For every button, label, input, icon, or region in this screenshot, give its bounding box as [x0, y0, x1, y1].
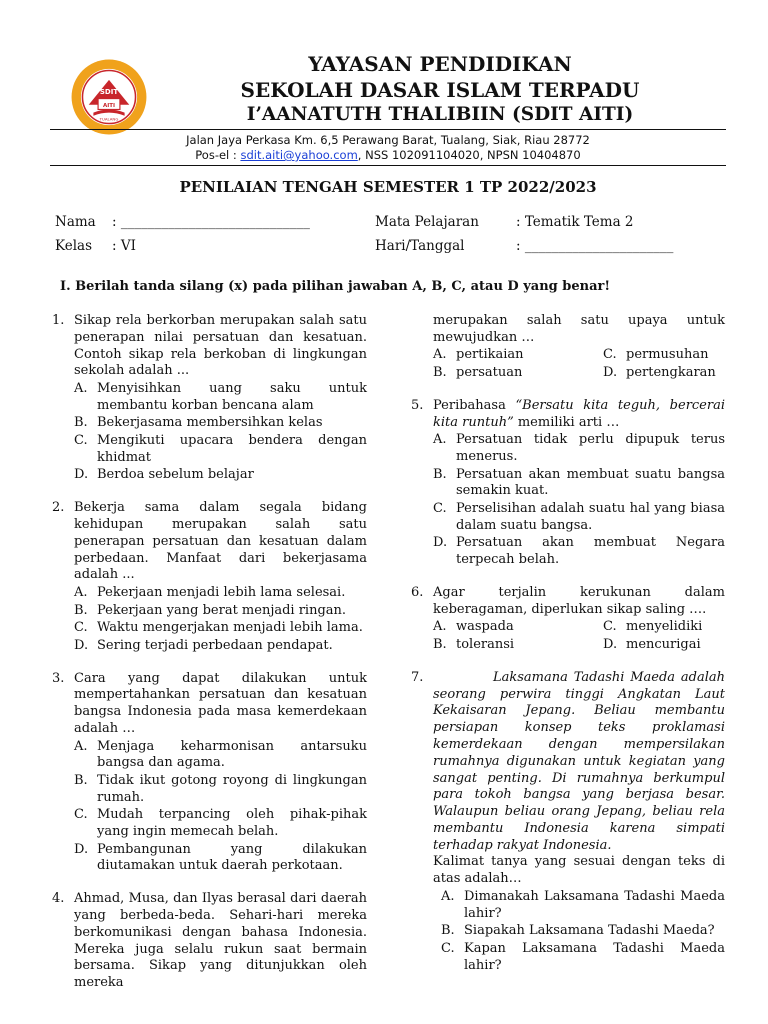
option-text: Kapan Laksamana Tadashi Maeda lahir?	[464, 940, 725, 973]
option-text: Persatuan akan membuat suatu bangsa semakin kuat.	[456, 466, 725, 499]
option-a[interactable]	[433, 432, 725, 466]
option-text: toleransi	[456, 636, 515, 652]
option-label: A.	[441, 888, 455, 904]
option-c[interactable]	[74, 433, 367, 467]
stem-pre: Peribahasa	[433, 397, 516, 413]
question-number: 7.	[411, 669, 424, 685]
option-text: waspada	[456, 619, 514, 635]
option-text: Pembangunan yang dilakukan diutamakan untuk daerah perkotaan.	[97, 841, 367, 874]
question-stem: Cara yang dapat dilakukan untuk mempertahankan persatuan dan kesatuan bangsa Indonesia pada masa kemerdekaan adalah …	[74, 670, 367, 736]
option-c[interactable]	[74, 807, 367, 841]
kelas-label: Kelas	[55, 238, 93, 254]
school-logo-icon	[70, 58, 148, 136]
option-a[interactable]	[441, 889, 725, 923]
option-d[interactable]	[74, 842, 367, 876]
option-text: Mudah terpancing oleh pihak-pihak yang ingin memecah belah.	[97, 807, 367, 840]
question-number: 6.	[411, 584, 424, 600]
question-stem: Sikap rela berkorban merupakan salah satu penerapan nilai persatuan dan kesatuan. Contoh sikap rela berkoban di lingkungan sekolah adalah ...	[74, 313, 367, 379]
question-number: 3.	[52, 670, 65, 686]
question-4	[52, 891, 367, 992]
option-label: C.	[74, 432, 88, 448]
stem-post: memiliki arti …	[513, 414, 620, 430]
option-label: D.	[603, 364, 618, 380]
option-d[interactable]	[603, 365, 747, 382]
option-label: A.	[433, 619, 447, 635]
option-text: Pekerjaan menjadi lebih lama selesai.	[97, 584, 346, 600]
option-label: B.	[433, 364, 447, 380]
option-label: B.	[441, 923, 455, 939]
question-stem: Bekerja sama dalam segala bidang kehidupan merupakan salah satu penerapan persatuan dan kesatuan dalam perbedaan. Manfaat dari bekerjasama adalah ...	[74, 500, 367, 583]
option-label: B.	[74, 415, 88, 431]
question-stem-continued: merupakan salah satu upaya untuk mewujudkan …	[433, 313, 725, 345]
mapel-value: : Tematik Tema 2	[516, 214, 634, 230]
left-column	[52, 313, 367, 1008]
option-label: D.	[74, 467, 89, 483]
option-a[interactable]	[74, 739, 367, 773]
option-b[interactable]	[441, 923, 725, 940]
question-1	[52, 313, 367, 484]
mapel-label: Mata Pelajaran	[375, 214, 479, 230]
option-text: Bekerjasama membersihkan kelas	[97, 415, 323, 431]
question-stem: Kalimat tanya yang sesuai dengan teks di atas adalah…	[433, 854, 725, 887]
option-label: C.	[603, 619, 617, 635]
option-label: B.	[74, 602, 88, 618]
option-text: pertikaian	[456, 347, 524, 363]
option-text: permusuhan	[626, 347, 709, 363]
option-text: Perselisihan adalah suatu hal yang biasa dalam suatu bangsa.	[456, 500, 725, 533]
option-text: Menyisihkan uang saku untuk membantu korban bencana alam	[97, 380, 367, 413]
header-address: Jalan Jaya Perkasa Km. 6,5 Perawang Barat, Tualang, Siak, Riau 28772	[186, 133, 590, 147]
option-text: Persatuan akan membuat Negara terpecah belah.	[456, 535, 725, 568]
question-3	[52, 671, 367, 876]
option-label: B.	[74, 772, 88, 788]
email-suffix: , NSS 102091104020, NPSN 10404870	[357, 148, 581, 162]
option-text: Siapakah Laksamana Tadashi Maeda?	[464, 923, 715, 939]
option-label: D.	[603, 636, 618, 652]
right-column	[411, 313, 725, 990]
option-d[interactable]	[603, 637, 747, 654]
option-label: C.	[603, 347, 617, 363]
option-text: persatuan	[456, 364, 523, 380]
option-label: C.	[441, 940, 455, 956]
option-text: pertengkaran	[626, 364, 716, 380]
option-text: Berdoa sebelum belajar	[97, 467, 254, 483]
logo-center-text: SDIT	[99, 86, 119, 96]
option-label: D.	[74, 637, 89, 653]
exam-title: PENILAIAN TENGAH SEMESTER 1 TP 2022/2023	[179, 178, 597, 196]
options-grid	[433, 347, 725, 382]
section-instruction: I. Berilah tanda silang (x) pada pilihan jawaban A, B, C, atau D yang benar!	[60, 279, 611, 294]
option-text: Persatuan tidak perlu dipupuk terus menerus.	[456, 432, 725, 464]
option-label: C.	[74, 807, 88, 823]
option-text: Waktu mengerjakan menjadi lebih lama.	[97, 620, 363, 636]
option-b[interactable]	[74, 603, 367, 620]
option-text: menyelidiki	[626, 619, 703, 635]
question-number: 5.	[411, 397, 424, 413]
question-stem: Ahmad, Musa, dan Ilyas berasal dari daerah yang berbeda-beda. Sehari-hari mereka berkomunikasi dengan bahasa Indonesia. Mereka juga selalu rukun saat bermain bersama. Sikap yang ditunjukkan oleh mereka	[74, 891, 367, 991]
option-text: Menjaga keharmonisan antarsuku bangsa dan agama.	[97, 738, 367, 771]
option-c[interactable]	[433, 501, 725, 535]
option-a[interactable]	[433, 619, 603, 636]
option-label: A.	[433, 347, 447, 363]
option-c[interactable]	[441, 941, 725, 975]
option-d[interactable]	[433, 535, 725, 569]
option-b[interactable]	[74, 773, 367, 807]
option-label: A.	[74, 380, 88, 396]
option-label: A.	[74, 584, 88, 600]
option-label: D.	[433, 535, 448, 551]
question-stem: Agar terjalin kerukunan dalam keberagaman, diperlukan sikap saling ….	[433, 584, 725, 617]
option-b[interactable]	[433, 365, 603, 382]
option-b[interactable]	[433, 467, 725, 501]
option-text: Sering terjadi perbedaan pendapat.	[97, 637, 333, 653]
option-d[interactable]	[74, 638, 367, 655]
option-b[interactable]	[74, 415, 367, 432]
option-label: B.	[433, 466, 447, 482]
kelas-value: : VI	[112, 238, 136, 254]
reading-passage: Laksamana Tadashi Maeda adalah seorang perwira tinggi Angkatan Laut Kekaisaran Jepang. Beliau membantu persiapan konsep teks proklamasi kemerdekaan dengan mempersilakan rumahnya digunakan untuk kegiatan yang sangat penting. Di rumahnya berkumpul para tokoh bangsa yang berjasa besar. Walaupun beliau orang Jepang, beliau rela membantu Indonesia karena simpati terhadap rakyat Indonesia.	[433, 669, 725, 853]
header-foundation: YAYASAN PENDIDIKAN	[308, 52, 572, 76]
option-d[interactable]	[74, 467, 367, 484]
option-text: Pekerjaan yang berat menjadi ringan.	[97, 602, 347, 618]
option-c[interactable]	[603, 347, 747, 364]
question-stem	[433, 398, 725, 432]
logo-center-sub: AITI	[103, 103, 115, 110]
email-link[interactable]: sdit.aiti@yahoo.com	[240, 148, 358, 162]
option-c[interactable]	[74, 620, 367, 637]
question-7	[411, 670, 725, 975]
option-label: B.	[433, 636, 447, 652]
option-label: A.	[74, 738, 88, 754]
question-6	[411, 585, 725, 654]
question-2	[52, 500, 367, 654]
question-number: 4.	[52, 891, 65, 907]
question-5	[411, 398, 725, 569]
question-4-continued	[411, 313, 725, 382]
proverb-quote: “Bersatu kita teguh, bercerai kita runtuh”	[433, 397, 725, 430]
option-a[interactable]	[433, 347, 603, 364]
option-label: C.	[433, 500, 447, 516]
header-contact	[50, 148, 726, 162]
header-divider-top	[50, 129, 726, 130]
option-a[interactable]	[74, 585, 367, 602]
option-text: Dimanakah Laksamana Tadashi Maeda lahir?	[464, 888, 725, 921]
option-c[interactable]	[603, 619, 747, 636]
nama-field[interactable]: : ____________________________	[112, 214, 310, 230]
header-school-name: I’AANATUTH THALIBIIN (SDIT AITI)	[246, 104, 634, 125]
nama-label: Nama	[55, 214, 96, 230]
option-text: Mengikuti upacara bendera dengan khidmat	[97, 432, 367, 465]
option-b[interactable]	[433, 637, 603, 654]
question-number: 1.	[52, 313, 65, 328]
option-label: A.	[433, 432, 447, 448]
header-divider-bottom	[50, 165, 726, 166]
question-number: 2.	[52, 500, 65, 516]
email-prefix: Pos-el :	[195, 148, 241, 162]
option-text: mencurigai	[626, 636, 701, 652]
header-school: SEKOLAH DASAR ISLAM TERPADU	[240, 78, 640, 102]
option-a[interactable]	[74, 381, 367, 415]
hari-label: Hari/Tanggal	[375, 238, 465, 254]
hari-field[interactable]: : ______________________	[516, 238, 674, 254]
options-grid	[433, 619, 725, 654]
option-text: Tidak ikut gotong royong di lingkungan rumah.	[97, 772, 367, 805]
option-label: C.	[74, 620, 88, 636]
logo-place: TUALANG	[99, 116, 119, 122]
option-label: D.	[74, 841, 89, 857]
